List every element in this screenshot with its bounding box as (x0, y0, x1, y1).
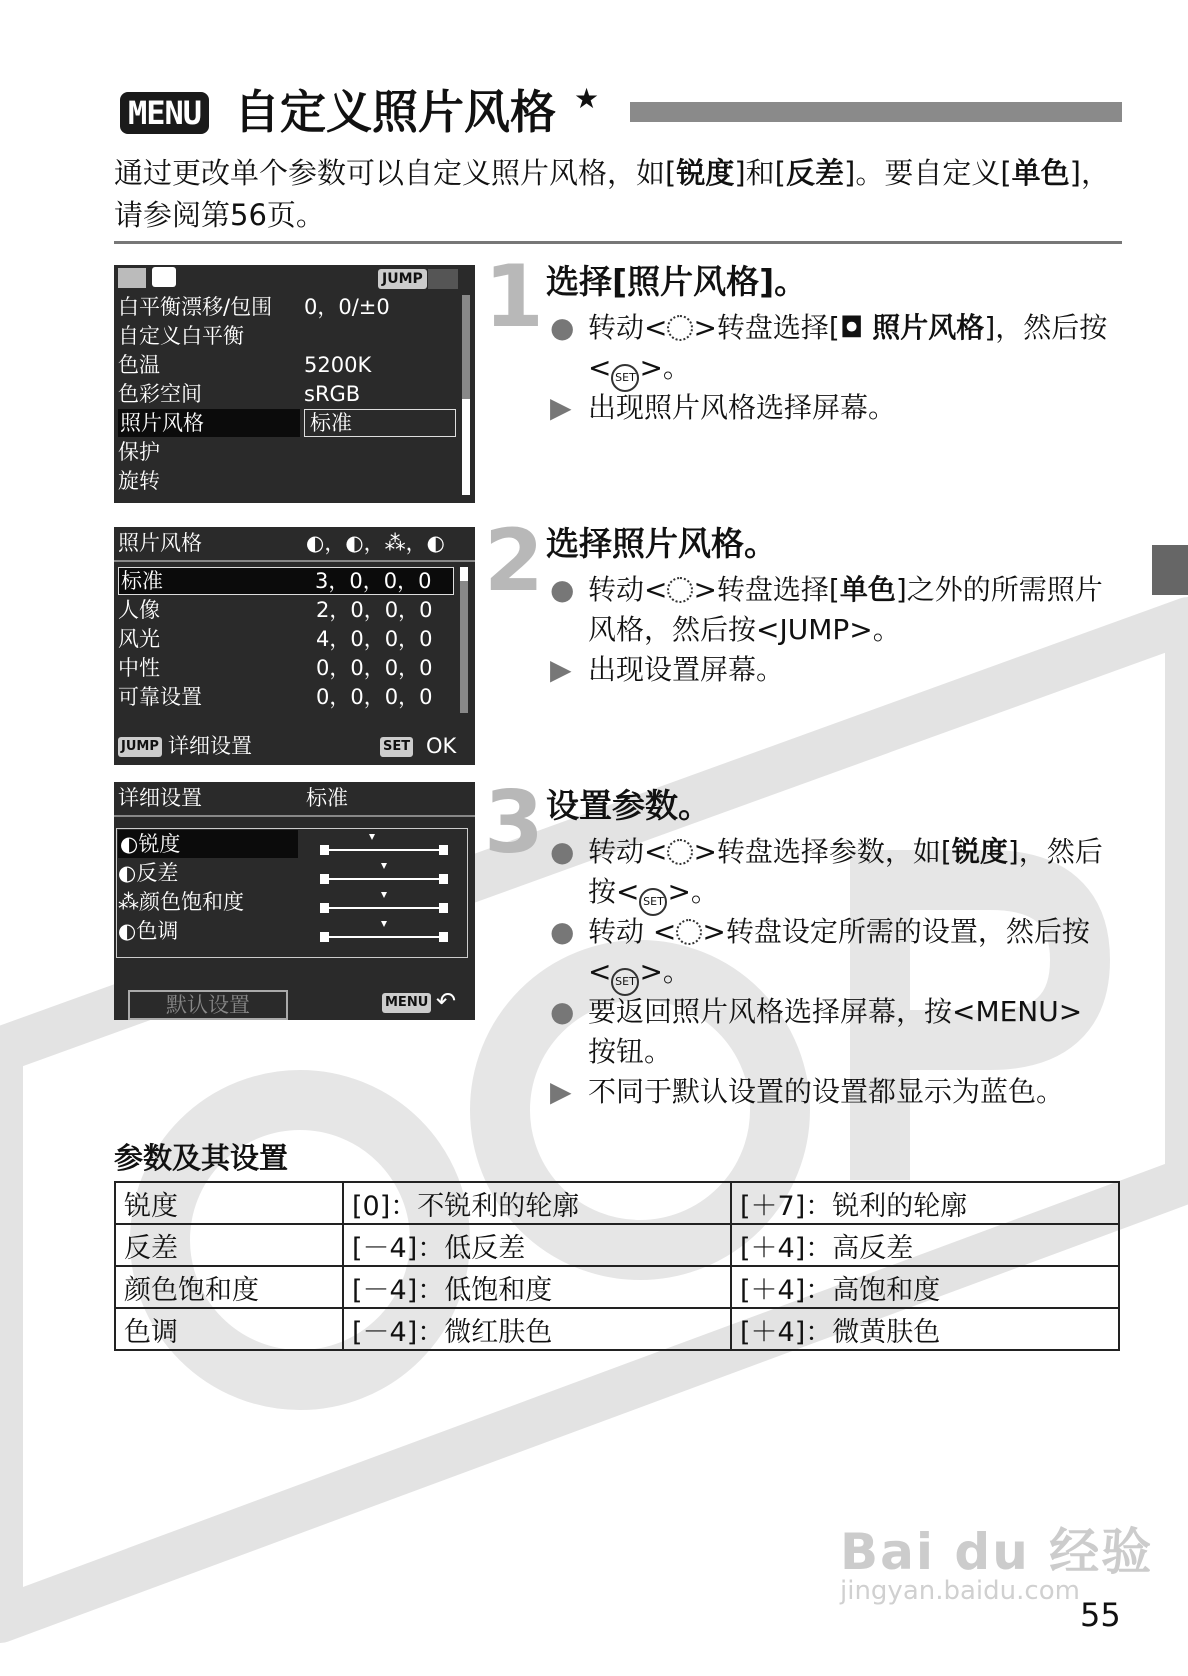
style-row: 人像 2，0，0，0 (118, 598, 433, 622)
menu-row: 白平衡漂移/包围 0，0/±0 (118, 295, 390, 319)
style-row: 风光 4，0，0，0 (118, 627, 433, 651)
menu-row-selected: 照片风格 标准 (118, 409, 458, 437)
camera-menu-screen (114, 265, 475, 503)
chapter-tab (1152, 545, 1188, 595)
param-row-selected: ◐锐度 (118, 830, 462, 858)
menu-row: 自定义白平衡 (118, 324, 244, 348)
param-row: ◐反差 (118, 861, 179, 885)
step-result: ▶ 出现照片风格选择屏幕。 (550, 391, 897, 424)
camera-icon: ◘ (839, 311, 864, 344)
tab-icon (118, 268, 146, 288)
param-sliders (320, 830, 460, 946)
title-bar (630, 102, 1122, 122)
set-button-icon: SET (611, 364, 639, 392)
param-row: ◐色调 (118, 919, 179, 943)
style-row: 中性 0，0，0，0 (118, 656, 433, 680)
menu-row: 色彩空间 sRGB (118, 382, 361, 406)
play-tab-icon (428, 269, 458, 289)
style-row: 可靠设置 0，0，0，0 (118, 685, 433, 709)
baidu-watermark: Bai du 经验 (840, 1523, 1154, 1581)
param-row: ⁂颜色饱和度 (118, 890, 244, 914)
step-bullet: ● 转动< >转盘选择参数，如[锐度]，然后按< SET >。 (550, 832, 1110, 916)
scrollbar (460, 567, 468, 713)
menu-row: 色温 5200K (118, 353, 372, 377)
step-bullet: ● 转动 < >转盘设定所需的设置，然后按< SET >。 (550, 912, 1110, 996)
table-row: 锐度 [0]：不锐利的轮廓 [＋7]：锐利的轮廓 (115, 1182, 1119, 1224)
step-number: 3 (484, 773, 544, 873)
table-row: 反差 [－4]：低反差 [＋4]：高反差 (115, 1224, 1119, 1266)
intro-text: 通过更改单个参数可以自定义照片风格，如[锐度]和[反差]。要自定义[单色]，请参阅第56页。 (114, 156, 1110, 232)
detail-setting-screen (114, 782, 475, 1020)
camera-icon (152, 267, 176, 287)
screen-title: 详细设置 标准 (118, 786, 348, 810)
menu-row: 旋转 (118, 469, 160, 493)
page-number: 55 (1080, 1596, 1121, 1634)
main-dial-icon (676, 919, 702, 945)
step-bullet: ● 转动< >转盘选择[◘ 照片风格]，然后按< SET >。 (550, 308, 1110, 392)
params-heading: 参数及其设置 (114, 1141, 289, 1175)
step-number: 1 (484, 247, 544, 347)
default-settings-button[interactable]: 默认设置 (128, 990, 288, 1020)
picture-style-screen (114, 527, 475, 765)
detail-setting-label: 详细设置 (168, 734, 252, 758)
main-dial-icon (667, 315, 693, 341)
step-title: 设置参数。 (546, 786, 711, 825)
menu-key: MENU (382, 993, 431, 1013)
page-title: 自定义照片风格 (234, 85, 556, 139)
table-row: 颜色饱和度 [－4]：低饱和度 [＋4]：高饱和度 (115, 1266, 1119, 1308)
params-table (114, 1181, 1120, 1351)
star-icon: ★ (574, 82, 600, 115)
step-bullet: ● 转动< >转盘选择[单色]之外的所需照片风格，然后按<JUMP>。 (550, 573, 1103, 646)
step-title: 选择照片风格。 (546, 524, 777, 563)
step-number: 2 (484, 511, 544, 611)
screen-title: 照片风格 ◐，◐，⁂，◐ (118, 531, 445, 555)
menu-badge: MENU (120, 92, 209, 134)
jump-key: JUMP (378, 269, 427, 289)
menu-row: 保护 (118, 440, 160, 464)
main-dial-icon (667, 839, 693, 865)
baidu-watermark-url: jingyan.baidu.com (840, 1576, 1080, 1606)
step-bullet: ● 要返回照片风格选择屏幕，按<MENU>按钮。 (550, 995, 1083, 1068)
set-button-icon: SET (611, 968, 639, 996)
ok-label: OK (426, 734, 457, 758)
divider (114, 241, 1122, 244)
scroll-thumb (462, 399, 470, 495)
step-title: 选择[照片风格]。 (546, 262, 808, 301)
back-icon: ↶ (436, 987, 457, 1015)
style-row-selected: 标准 3，0，0，0 (118, 567, 454, 595)
table-row: 色调 [－4]：微红肤色 [＋4]：微黄肤色 (115, 1308, 1119, 1350)
jump-key: JUMP (118, 737, 162, 757)
step-result: ▶ 不同于默认设置的设置都显示为蓝色。 (550, 1075, 1065, 1108)
main-dial-icon (667, 577, 693, 603)
set-key: SET (380, 737, 413, 757)
scroll-thumb (460, 567, 468, 581)
step-result: ▶ 出现设置屏幕。 (550, 653, 785, 686)
set-button-icon: SET (639, 888, 667, 916)
